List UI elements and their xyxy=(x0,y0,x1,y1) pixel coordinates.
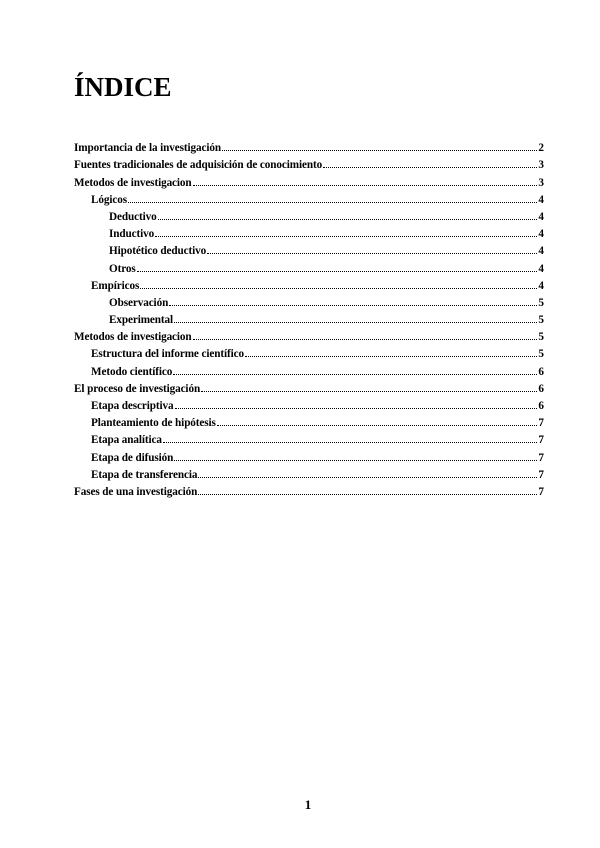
toc-dot-leader xyxy=(128,202,537,203)
toc-entry-page: 6 xyxy=(538,400,544,412)
toc-entry[interactable] xyxy=(74,327,544,344)
toc-entry-label: Metodos de investigacion xyxy=(74,331,192,344)
toc-entry[interactable] xyxy=(74,190,544,207)
toc-entry[interactable] xyxy=(74,361,544,378)
page-number: 1 xyxy=(304,797,312,812)
toc-entry[interactable] xyxy=(74,172,544,189)
toc-dot-leader xyxy=(198,494,537,495)
toc-entry-page: 6 xyxy=(538,382,544,395)
toc-entry[interactable] xyxy=(74,276,544,293)
toc-entry-label: Inductivo xyxy=(109,228,155,241)
toc-entry[interactable] xyxy=(74,413,544,430)
toc-dot-leader xyxy=(198,477,537,478)
toc-entry[interactable] xyxy=(74,447,544,464)
toc-entry[interactable] xyxy=(74,155,544,172)
toc-entry-page: 5 xyxy=(538,296,544,309)
toc-entry[interactable] xyxy=(74,258,544,275)
document-title: ÍNDICE xyxy=(74,72,172,102)
toc-entry-page: 7 xyxy=(538,434,544,447)
toc-entry-page: 3 xyxy=(538,176,544,189)
toc-entry-page: 7 xyxy=(538,485,544,498)
toc-entry-label: Fases de una investigación xyxy=(74,485,198,498)
toc-dot-leader xyxy=(163,442,537,443)
toc-entry-label: Empíricos xyxy=(91,279,140,292)
toc-entry-page: 5 xyxy=(538,348,544,361)
toc-entry-page: 2 xyxy=(538,142,544,155)
table-of-contents xyxy=(74,138,544,499)
toc-entry-label: Hipotético deductivo xyxy=(109,245,207,258)
toc-dot-leader xyxy=(201,391,537,392)
toc-dot-leader xyxy=(140,288,537,289)
toc-entry-page: 5 xyxy=(538,331,544,344)
toc-dot-leader xyxy=(175,408,537,409)
toc-entry[interactable] xyxy=(74,224,544,241)
toc-entry-page: 7 xyxy=(538,451,544,464)
toc-entry-page: 4 xyxy=(538,193,544,206)
toc-entry-page: 4 xyxy=(538,245,544,258)
toc-entry-label: Planteamiento de hipótesis xyxy=(91,417,216,430)
toc-dot-leader xyxy=(137,271,537,272)
toc-entry[interactable] xyxy=(74,430,544,447)
toc-entry-label: Etapa de difusión xyxy=(91,451,174,464)
toc-entry-label: Etapa descriptiva xyxy=(91,400,174,412)
toc-entry-page: 3 xyxy=(538,159,544,172)
toc-entry-label: Metodo científico xyxy=(91,365,173,378)
toc-entry[interactable] xyxy=(74,241,544,258)
toc-entry-label: Metodos de investigacion xyxy=(74,176,192,189)
toc-dot-leader xyxy=(207,253,537,254)
toc-dot-leader xyxy=(155,236,537,237)
toc-entry-label: Fuentes tradicionales de adquisición de conocimiento xyxy=(74,159,323,172)
toc-entry-page: 4 xyxy=(538,279,544,292)
toc-dot-leader xyxy=(193,339,537,340)
toc-entry[interactable] xyxy=(74,344,544,361)
toc-dot-leader xyxy=(174,322,537,323)
toc-dot-leader xyxy=(217,425,537,426)
toc-dot-leader xyxy=(174,460,537,461)
toc-dot-leader xyxy=(323,167,537,168)
toc-entry[interactable] xyxy=(74,138,544,155)
toc-entry-page: 7 xyxy=(538,417,544,430)
toc-entry-page: 4 xyxy=(538,262,544,275)
toc-entry-page: 7 xyxy=(538,468,544,481)
toc-dot-leader xyxy=(222,150,537,151)
toc-entry-label: Observación xyxy=(109,296,169,309)
toc-entry[interactable] xyxy=(74,379,544,396)
toc-entry[interactable] xyxy=(74,396,544,413)
toc-entry-label: Deductivo xyxy=(109,210,157,223)
toc-dot-leader xyxy=(158,219,537,220)
toc-entry-label: Estructura del informe científico xyxy=(91,348,244,361)
toc-entry-label: Etapa analítica xyxy=(91,434,162,447)
toc-entry-page: 6 xyxy=(538,365,544,378)
toc-entry[interactable] xyxy=(74,293,544,310)
toc-entry[interactable] xyxy=(74,207,544,224)
toc-dot-leader xyxy=(245,356,537,357)
toc-entry-label: Importancia de la investigación xyxy=(74,142,221,155)
toc-entry-label: Lógicos xyxy=(91,193,127,206)
toc-entry[interactable] xyxy=(74,482,544,499)
toc-entry-label: Otros xyxy=(109,262,136,275)
toc-dot-leader xyxy=(193,185,537,186)
toc-entry-label: Experimental xyxy=(109,314,174,327)
toc-entry-page: 5 xyxy=(538,314,544,327)
toc-entry-page: 4 xyxy=(538,210,544,223)
toc-entry-label: Etapa de transferencia xyxy=(91,468,198,481)
toc-entry[interactable] xyxy=(74,465,544,482)
toc-entry-label: El proceso de investigación xyxy=(74,382,201,395)
toc-entry-page: 4 xyxy=(538,228,544,241)
toc-dot-leader xyxy=(173,374,537,375)
toc-entry[interactable] xyxy=(74,310,544,327)
toc-dot-leader xyxy=(169,305,537,306)
